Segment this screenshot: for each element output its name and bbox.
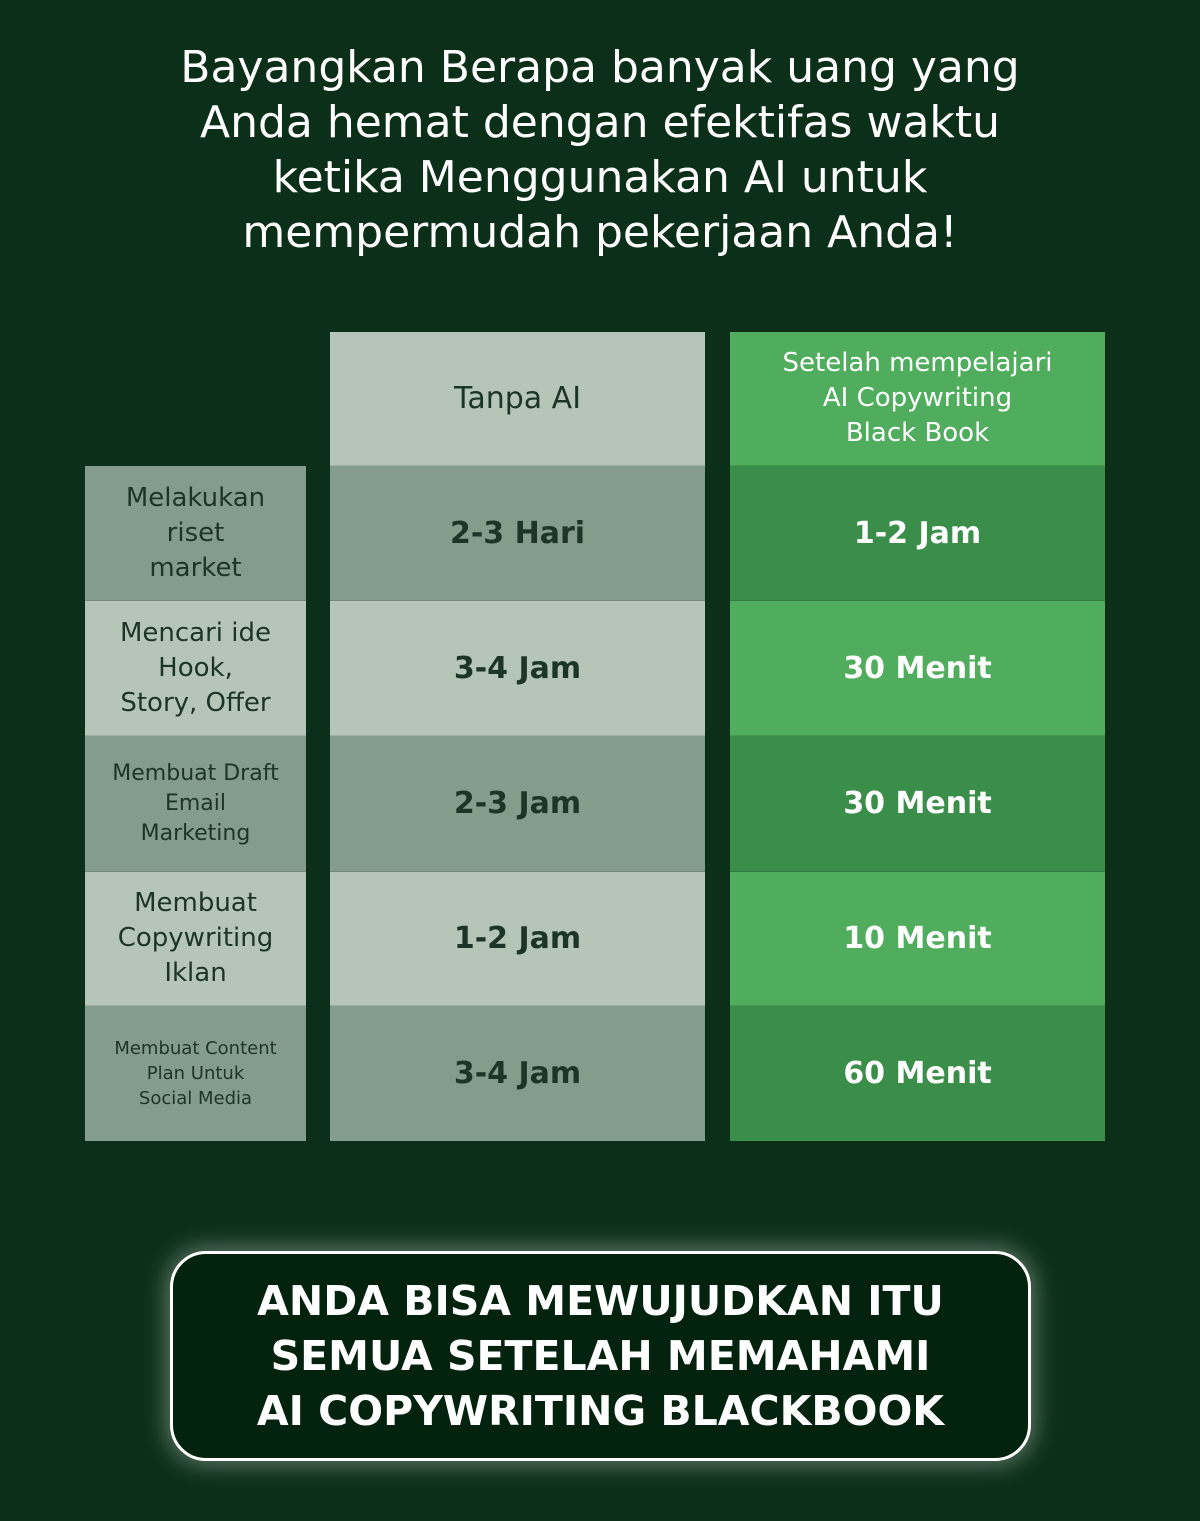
with-ai-value: 1-2 Jam bbox=[730, 466, 1105, 601]
without-ai-value: 2-3 Hari bbox=[330, 466, 705, 601]
task-label: Melakukan riset market bbox=[125, 482, 266, 583]
with-ai-column bbox=[730, 332, 1105, 1141]
with-ai-value: 10 Menit bbox=[730, 872, 1105, 1006]
cta-line: AI COPYWRITING BLACKBOOK bbox=[256, 1386, 945, 1435]
with-ai-header-line: Setelah mempelajari bbox=[782, 348, 1053, 378]
with-ai-value: 30 Menit bbox=[730, 736, 1105, 872]
cta-banner bbox=[170, 1251, 1031, 1461]
task-cell bbox=[85, 601, 306, 736]
task-cell bbox=[85, 736, 306, 872]
with-ai-value: 60 Menit bbox=[730, 1006, 1105, 1141]
task-label: Membuat Draft Email Marketing bbox=[112, 760, 279, 846]
without-ai-value: 3-4 Jam bbox=[330, 1006, 705, 1141]
task-label: Membuat Content Plan Untuk Social Media bbox=[114, 1038, 277, 1109]
headline bbox=[100, 40, 1100, 260]
headline-line: Anda hemat dengan efektifas waktu bbox=[199, 97, 1001, 148]
with-ai-header-line: Black Book bbox=[845, 418, 990, 448]
headline-line: Bayangkan Berapa banyak uang yang bbox=[180, 42, 1020, 93]
headline-line: ketika Menggunakan AI untuk bbox=[272, 152, 928, 203]
task-cell bbox=[85, 466, 306, 601]
task-cell bbox=[85, 872, 306, 1006]
with-ai-header bbox=[730, 332, 1105, 466]
cta-line: ANDA BISA MEWUJUDKAN ITU bbox=[257, 1276, 944, 1325]
without-ai-value: 3-4 Jam bbox=[330, 601, 705, 736]
cta-text bbox=[257, 1274, 944, 1439]
task-label: Membuat Copywriting Iklan bbox=[117, 888, 274, 988]
task-column bbox=[85, 466, 306, 1141]
without-ai-value: 1-2 Jam bbox=[330, 872, 705, 1006]
headline-line: mempermudah pekerjaan Anda! bbox=[242, 207, 958, 258]
without-ai-column bbox=[330, 332, 705, 1141]
with-ai-value: 30 Menit bbox=[730, 601, 1105, 736]
task-label: Mencari ide Hook, Story, Offer bbox=[119, 617, 272, 718]
with-ai-header-line: AI Copywriting bbox=[822, 383, 1013, 413]
cta-line: SEMUA SETELAH MEMAHAMI bbox=[270, 1331, 931, 1380]
without-ai-header: Tanpa AI bbox=[330, 332, 705, 466]
without-ai-value: 2-3 Jam bbox=[330, 736, 705, 872]
task-cell bbox=[85, 1006, 306, 1141]
